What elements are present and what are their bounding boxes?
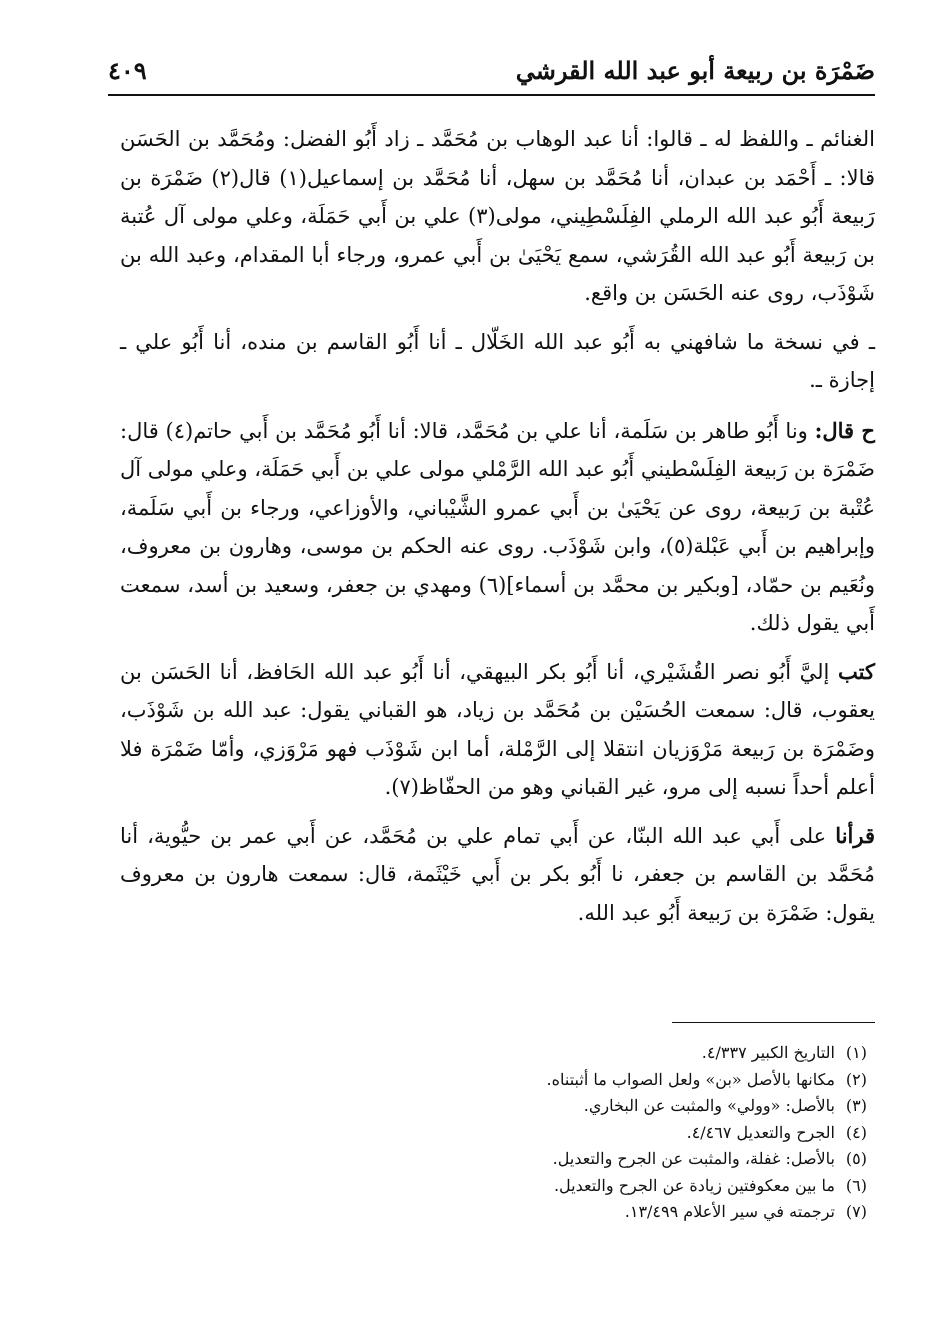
footnote-text: بالأصل: غفلة، والمثبت عن الجرح والتعديل.	[552, 1149, 835, 1168]
paragraph-4-text: إليَّ أَبُو نصر القُشَيْري، أنا أَبُو بكر البيهقي، أنا أَبُو عبد الله الحَافظ، أنا الحَسَن بن يعقوب، قال: سمعت الحُسَيْن بن مُحَمَّد بن زياد، هو القباني يقول: عبد الله بن شَوْذَب، وضَمْرَة بن رَبيعة مَرْوَزيان انتقلا إلى الرَّمْلة، أما ابن شَوْذَب فهو مَرْوَزي، وأمّا ضَمْرَة فلا أعلم أحداً نسبه إلى مرو، غير القباني وهو من الحفّاظ(٧).	[120, 659, 875, 799]
footnote-number: ( ٢ )	[835, 1067, 867, 1094]
header-divider	[108, 94, 875, 96]
footnote-text: الجرح والتعديل ٤/٤٦٧.	[686, 1122, 835, 1142]
paragraph-3-lead: ح قال:	[814, 417, 875, 443]
footnote-text: ترجمته في سير الأعلام ١٣/٤٩٩.	[624, 1202, 835, 1221]
footnote-number: ( ٧ )	[835, 1199, 867, 1226]
paragraph-2	[120, 323, 875, 400]
footnote-2	[120, 1067, 867, 1094]
paragraph-3-text: ونا أَبُو طاهر بن سَلَمة، أنا علي بن مُحَمَّد، قالا: أنا أَبُو مُحَمَّد بن أَبي حاتم(٤) قال: ضَمْرَة بن رَبيعة الفِلَسْطيني أَبُو عبد الله الرَّمْلي مولى علي بن أَبي حَمَلَة، وعلي مولى آل عُتْبة بن رَبيعة، روى عن يَحْيَىٰ بن أَبي عمرو الشَّيْباني، والأوزاعي، ورجاء بن أَبي سَلَمة، وإبراهيم بن أَبي عَبْلة(٥)، وابن شَوْذَب. روى عنه الحكم بن موسى، وهارون بن معروف، ونُعَيم بن حمّاد، [وبكير بن محمَّد بن أسماء](٦) ومهدي بن جعفر، وسعيد بن أسد، سمعت أَبي يقول ذلك.	[120, 418, 875, 635]
footnote-3	[120, 1093, 867, 1120]
footnote-5	[120, 1146, 867, 1173]
footnote-divider	[672, 1022, 875, 1023]
footnote-6	[120, 1173, 867, 1200]
footnote-4	[120, 1120, 867, 1147]
paragraph-5-lead: قرأنا	[835, 822, 875, 848]
paragraph-3	[120, 412, 875, 643]
footnote-number: ( ٦ )	[835, 1173, 867, 1200]
footnote-1	[120, 1040, 867, 1067]
paragraph-1-text: الغنائم ـ واللفظ له ـ قالوا: أنا عبد الوهاب بن مُحَمَّد ـ زاد أَبُو الفضل: ومُحَمَّد بن الحَسَن قالا: ـ أَحْمَد بن عبدان، أنا مُحَمَّد بن سهل، أنا مُحَمَّد بن إسماعيل(١) قال(٢) ضَمْرَة بن رَبيعة أَبُو عبد الله الرملي الفِلَسْطِيني، مولى(٣) علي بن أَبي حَمَلَة، وعلي مولى آل عُتبة بن رَبيعة أَبُو عبد الله القُرَشي، سمع يَحْيَىٰ بن أَبي عمرو، ورجاء أبا المقدام، وعبد الله بن شَوْذَب، روى عنه الحَسَن بن واقع.	[120, 127, 876, 305]
footnote-number: ( ١ )	[835, 1040, 867, 1067]
running-header	[108, 50, 875, 96]
paragraph-1	[120, 120, 875, 313]
paragraph-5-text: على أَبي عبد الله البنّا، عن أَبي تمام علي بن مُحَمَّد، عن أَبي عمر بن حيُّوية، أنا مُحَمَّد بن القاسم بن جعفر، نا أَبُو بكر بن أَبي خَيْثَمة، قال: سمعت هارون بن معروف يقول: ضَمْرَة بن رَبيعة أَبُو عبد الله.	[120, 823, 875, 925]
footnote-number: ( ٥ )	[835, 1146, 867, 1173]
footnote-text: بالأصل: «وولي» والمثبت عن البخاري.	[583, 1096, 835, 1115]
footnote-text: مكانها بالأصل «بن» ولعل الصواب ما أثبتناه.	[546, 1069, 835, 1089]
paragraph-4-lead: كتب	[838, 658, 875, 684]
paragraph-4	[120, 653, 875, 807]
paragraph-2-text: ـ في نسخة ما شافهني به أَبُو عبد الله الخَلّال ـ أنا أَبُو القاسم بن منده، أنا أَبُو علي ـ إجازة ـ.	[120, 329, 875, 392]
footnote-number: ( ٣ )	[835, 1093, 867, 1120]
footnote-7	[120, 1199, 867, 1226]
footnote-number: ( ٤ )	[835, 1120, 867, 1147]
header-title: ضَمْرَة بن ربيعة أبو عبد الله القرشي	[515, 56, 875, 85]
footnote-text: التاريخ الكبير ٤/٣٣٧.	[701, 1043, 835, 1062]
footnote-text: ما بين معكوفتين زيادة عن الجرح والتعديل.	[553, 1175, 835, 1195]
main-text	[120, 120, 875, 942]
paragraph-5	[120, 817, 875, 933]
footnotes	[120, 1040, 867, 1226]
page-number: ٤٠٩	[108, 56, 147, 85]
